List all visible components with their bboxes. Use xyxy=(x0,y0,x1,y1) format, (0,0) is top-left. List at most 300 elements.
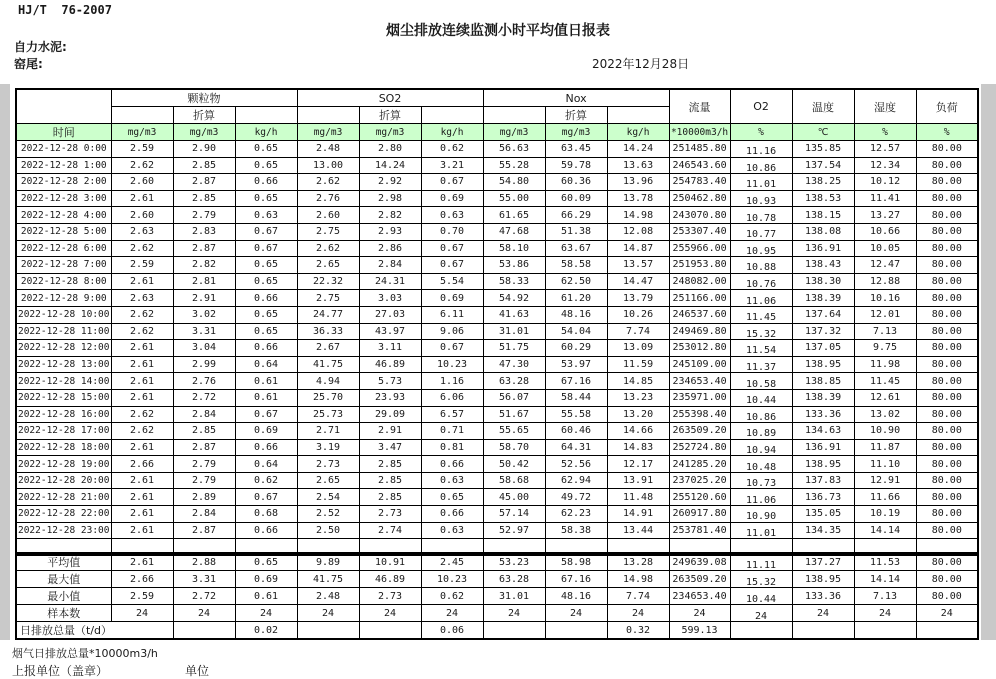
summary-value-cell: 9.89 xyxy=(297,553,359,571)
table-row xyxy=(16,157,978,174)
summary-value-cell: 80.00 xyxy=(916,571,978,588)
value-cell: 13.23 xyxy=(607,389,669,406)
value-cell: 4.94 xyxy=(297,373,359,390)
value-cell: 0.63 xyxy=(421,207,483,224)
value-cell: 2.84 xyxy=(173,406,235,423)
value-cell: 0.65 xyxy=(235,157,297,174)
time-cell: 2022-12-28 19:00 xyxy=(16,456,111,473)
value-cell: 2.66 xyxy=(111,456,173,473)
value-cell: 1.16 xyxy=(421,373,483,390)
summary-value-cell xyxy=(730,588,792,605)
value-cell: 3.47 xyxy=(359,439,421,456)
value-cell: 251166.00 xyxy=(669,290,730,307)
value-cell: 14.24 xyxy=(359,157,421,174)
value-cell: 14.14 xyxy=(854,522,916,539)
value-cell: 136.91 xyxy=(792,240,854,257)
value-cell: 13.00 xyxy=(297,157,359,174)
daily-total-cell xyxy=(730,622,792,640)
summary-value-cell: 7.74 xyxy=(607,588,669,605)
value-cell: 80.00 xyxy=(916,472,978,489)
summary-value-cell: 41.75 xyxy=(297,571,359,588)
value-cell: 2.61 xyxy=(111,373,173,390)
value-cell: 80.00 xyxy=(916,356,978,373)
summary-value-cell xyxy=(730,553,792,571)
daily-total-cell xyxy=(173,622,235,640)
o2-value: 11.06 xyxy=(745,494,777,506)
report-title: 烟尘排放连续监测小时平均值日报表 xyxy=(386,23,610,39)
value-cell: 80.00 xyxy=(916,323,978,340)
summary-value-cell: 46.89 xyxy=(359,571,421,588)
header-pm-blank2 xyxy=(235,107,297,124)
value-cell: 80.00 xyxy=(916,157,978,174)
header-so2-blank2 xyxy=(421,107,483,124)
o2-value: 15.32 xyxy=(745,328,777,340)
summary-value-cell: 138.95 xyxy=(792,571,854,588)
summary-value-cell: 80.00 xyxy=(916,553,978,571)
value-cell: 12.34 xyxy=(854,157,916,174)
value-cell: 2.82 xyxy=(359,207,421,224)
table-row xyxy=(16,207,978,224)
value-cell: 253781.40 xyxy=(669,522,730,539)
value-cell: 0.70 xyxy=(421,223,483,240)
table-row xyxy=(16,273,978,290)
value-cell: 2.85 xyxy=(359,456,421,473)
standard-code: HJ/T 76-2007 xyxy=(18,3,112,17)
value-cell: 137.32 xyxy=(792,323,854,340)
value-cell: 2.74 xyxy=(359,522,421,539)
summary-value-cell: 48.16 xyxy=(545,588,607,605)
o2-value: 10.48 xyxy=(745,461,777,473)
summary-value-cell: 133.36 xyxy=(792,588,854,605)
value-cell: 2.60 xyxy=(111,207,173,224)
daily-total-cell xyxy=(792,622,854,640)
value-cell: 57.14 xyxy=(483,506,545,523)
summary-value-cell: 11.53 xyxy=(854,553,916,571)
daily-total-cell: 0.02 xyxy=(235,622,297,640)
time-cell: 2022-12-28 21:00 xyxy=(16,489,111,506)
summary-row xyxy=(16,605,978,622)
value-cell: 43.97 xyxy=(359,323,421,340)
value-cell: 13.57 xyxy=(607,257,669,274)
value-cell: 137.05 xyxy=(792,340,854,357)
value-cell: 11.45 xyxy=(854,373,916,390)
value-cell: 63.28 xyxy=(483,373,545,390)
value-cell: 58.70 xyxy=(483,439,545,456)
o2-value: 10.86 xyxy=(745,411,777,423)
value-cell: 2.80 xyxy=(359,141,421,158)
value-cell xyxy=(730,174,792,191)
o2-value: 10.89 xyxy=(745,428,777,440)
summary-value-cell: 24 xyxy=(483,605,545,622)
value-cell: 0.62 xyxy=(421,141,483,158)
page-shadow-left xyxy=(0,84,10,640)
unit-cell: mg/m3 xyxy=(483,124,545,141)
value-cell: 2.90 xyxy=(173,141,235,158)
value-cell: 47.68 xyxy=(483,223,545,240)
o2-value: 10.44 xyxy=(745,395,777,406)
value-cell: 60.46 xyxy=(545,423,607,440)
value-cell: 14.87 xyxy=(607,240,669,257)
value-cell: 0.66 xyxy=(235,340,297,357)
value-cell: 0.67 xyxy=(235,223,297,240)
value-cell: 0.69 xyxy=(235,423,297,440)
header-nox-blank2 xyxy=(607,107,669,124)
unit-cell: mg/m3 xyxy=(173,124,235,141)
value-cell: 56.07 xyxy=(483,389,545,406)
value-cell: 80.00 xyxy=(916,174,978,191)
summary-value-cell: 24 xyxy=(792,605,854,622)
time-cell: 2022-12-28 10:00 xyxy=(16,306,111,323)
value-cell: 7.13 xyxy=(854,323,916,340)
summary-label: 最大值 xyxy=(16,571,111,588)
value-cell: 55.28 xyxy=(483,157,545,174)
value-cell: 11.10 xyxy=(854,456,916,473)
header-load: 负荷 xyxy=(916,89,978,124)
value-cell: 2.92 xyxy=(359,174,421,191)
summary-value-cell xyxy=(730,571,792,588)
value-cell: 2.63 xyxy=(111,290,173,307)
value-cell: 136.73 xyxy=(792,489,854,506)
value-cell: 58.33 xyxy=(483,273,545,290)
table-row xyxy=(16,356,978,373)
time-cell: 2022-12-28 5:00 xyxy=(16,223,111,240)
value-cell: 61.65 xyxy=(483,207,545,224)
value-cell: 2.65 xyxy=(297,257,359,274)
value-cell: 12.61 xyxy=(854,389,916,406)
value-cell: 25.73 xyxy=(297,406,359,423)
summary-value-cell: 0.61 xyxy=(235,588,297,605)
value-cell: 13.91 xyxy=(607,472,669,489)
value-cell: 2.61 xyxy=(111,273,173,290)
value-cell: 2.73 xyxy=(359,506,421,523)
summary-label: 最小值 xyxy=(16,588,111,605)
value-cell: 2.71 xyxy=(297,423,359,440)
value-cell: 2.86 xyxy=(359,240,421,257)
value-cell: 80.00 xyxy=(916,389,978,406)
flue-total-note: 烟气日排放总量*10000m3/h xyxy=(12,647,158,660)
table-row xyxy=(16,174,978,191)
value-cell: 2.87 xyxy=(173,240,235,257)
value-cell xyxy=(730,306,792,323)
value-cell: 2.84 xyxy=(173,506,235,523)
value-cell: 136.91 xyxy=(792,439,854,456)
value-cell: 137.83 xyxy=(792,472,854,489)
value-cell: 2.61 xyxy=(111,506,173,523)
table-row xyxy=(16,223,978,240)
value-cell: 2.61 xyxy=(111,472,173,489)
time-cell: 2022-12-28 2:00 xyxy=(16,174,111,191)
value-cell xyxy=(730,456,792,473)
value-cell: 2.76 xyxy=(173,373,235,390)
value-cell: 0.67 xyxy=(421,174,483,191)
value-cell: 80.00 xyxy=(916,273,978,290)
value-cell: 2.62 xyxy=(111,240,173,257)
value-cell: 0.81 xyxy=(421,439,483,456)
value-cell: 59.78 xyxy=(545,157,607,174)
value-cell: 138.08 xyxy=(792,223,854,240)
value-cell: 67.16 xyxy=(545,373,607,390)
summary-value-cell: 2.61 xyxy=(111,553,173,571)
value-cell: 80.00 xyxy=(916,522,978,539)
value-cell: 2.59 xyxy=(111,257,173,274)
value-cell: 14.83 xyxy=(607,439,669,456)
report-date: 2022年12月28日 xyxy=(592,57,690,71)
summary-value-cell: 24 xyxy=(359,605,421,622)
value-cell: 2.59 xyxy=(111,141,173,158)
summary-value-cell: 3.31 xyxy=(173,571,235,588)
value-cell: 51.67 xyxy=(483,406,545,423)
value-cell: 0.61 xyxy=(235,373,297,390)
unit-cell: kg/h xyxy=(235,124,297,141)
o2-value: 10.95 xyxy=(745,245,777,257)
value-cell: 80.00 xyxy=(916,190,978,207)
value-cell: 52.56 xyxy=(545,456,607,473)
value-cell: 235971.00 xyxy=(669,389,730,406)
table-row xyxy=(16,439,978,456)
value-cell: 10.05 xyxy=(854,240,916,257)
value-cell: 2.54 xyxy=(297,489,359,506)
summary-value-cell: 2.45 xyxy=(421,553,483,571)
summary-value-cell: 24 xyxy=(545,605,607,622)
summary-value-cell: 14.14 xyxy=(854,571,916,588)
value-cell: 51.75 xyxy=(483,340,545,357)
daily-total-cell xyxy=(483,622,545,640)
unit-cell: ℃ xyxy=(792,124,854,141)
report-unit-label: 上报单位（盖章） xyxy=(12,664,109,678)
value-cell: 2.61 xyxy=(111,439,173,456)
value-cell: 24.77 xyxy=(297,306,359,323)
value-cell: 0.65 xyxy=(235,141,297,158)
summary-value-cell: 0.62 xyxy=(421,588,483,605)
value-cell: 58.58 xyxy=(545,257,607,274)
value-cell: 24.31 xyxy=(359,273,421,290)
value-cell: 138.85 xyxy=(792,373,854,390)
value-cell: 2.81 xyxy=(173,273,235,290)
value-cell: 23.93 xyxy=(359,389,421,406)
value-cell: 80.00 xyxy=(916,506,978,523)
value-cell: 12.08 xyxy=(607,223,669,240)
value-cell xyxy=(730,389,792,406)
value-cell: 11.66 xyxy=(854,489,916,506)
unit-cell: mg/m3 xyxy=(111,124,173,141)
value-cell: 0.65 xyxy=(421,489,483,506)
value-cell: 63.45 xyxy=(545,141,607,158)
value-cell: 45.00 xyxy=(483,489,545,506)
value-cell: 2.73 xyxy=(297,456,359,473)
summary-value-cell: 7.13 xyxy=(854,588,916,605)
value-cell: 2.61 xyxy=(111,190,173,207)
value-cell: 55.00 xyxy=(483,190,545,207)
unit-label: 单位 xyxy=(185,664,210,678)
summary-value-cell: 2.73 xyxy=(359,588,421,605)
value-cell: 138.15 xyxy=(792,207,854,224)
header-group-so2: SO2 xyxy=(297,89,483,107)
o2-value: 10.78 xyxy=(745,212,777,224)
value-cell: 2.60 xyxy=(297,207,359,224)
o2-value: 10.58 xyxy=(745,378,777,390)
o2-value: 11.06 xyxy=(745,295,777,307)
value-cell: 252724.80 xyxy=(669,439,730,456)
value-cell: 2.85 xyxy=(173,190,235,207)
value-cell: 137.54 xyxy=(792,157,854,174)
value-cell: 253307.40 xyxy=(669,223,730,240)
value-cell: 0.67 xyxy=(235,406,297,423)
summary-value-cell: 10.91 xyxy=(359,553,421,571)
value-cell: 12.17 xyxy=(607,456,669,473)
value-cell: 138.39 xyxy=(792,290,854,307)
value-cell xyxy=(730,506,792,523)
summary-value-cell: 24 xyxy=(297,605,359,622)
time-cell: 2022-12-28 3:00 xyxy=(16,190,111,207)
value-cell: 2.61 xyxy=(111,356,173,373)
value-cell xyxy=(730,240,792,257)
value-cell: 134.35 xyxy=(792,522,854,539)
value-cell: 22.32 xyxy=(297,273,359,290)
table-row xyxy=(16,456,978,473)
value-cell: 2.79 xyxy=(173,472,235,489)
o2-value: 11.11 xyxy=(745,559,777,571)
kiln-label: 窑尾: xyxy=(14,57,43,71)
summary-row xyxy=(16,588,978,605)
value-cell: 0.68 xyxy=(235,506,297,523)
unit-cell: *10000m3/h xyxy=(669,124,730,141)
time-cell: 2022-12-28 23:00 xyxy=(16,522,111,539)
header-time: 时间 xyxy=(16,124,111,141)
value-cell: 138.30 xyxy=(792,273,854,290)
table-row xyxy=(16,340,978,357)
summary-value-cell: 14.98 xyxy=(607,571,669,588)
value-cell: 6.06 xyxy=(421,389,483,406)
value-cell: 2.62 xyxy=(111,323,173,340)
value-cell xyxy=(730,257,792,274)
o2-value: 10.73 xyxy=(745,478,777,489)
unit-cell: % xyxy=(916,124,978,141)
summary-row xyxy=(16,553,978,571)
summary-table xyxy=(15,552,979,640)
table-row xyxy=(16,373,978,390)
value-cell: 66.29 xyxy=(545,207,607,224)
value-cell: 2.62 xyxy=(111,406,173,423)
value-cell: 80.00 xyxy=(916,207,978,224)
value-cell xyxy=(730,423,792,440)
o2-value: 11.01 xyxy=(745,179,777,191)
summary-value-cell: 80.00 xyxy=(916,588,978,605)
value-cell: 0.67 xyxy=(235,489,297,506)
value-cell: 251953.80 xyxy=(669,257,730,274)
value-cell: 2.48 xyxy=(297,141,359,158)
time-cell: 2022-12-28 6:00 xyxy=(16,240,111,257)
value-cell: 0.66 xyxy=(421,456,483,473)
value-cell: 0.67 xyxy=(421,257,483,274)
summary-value-cell: 2.88 xyxy=(173,553,235,571)
value-cell: 80.00 xyxy=(916,141,978,158)
table-row xyxy=(16,306,978,323)
summary-value-cell: 13.28 xyxy=(607,553,669,571)
value-cell: 12.91 xyxy=(854,472,916,489)
o2-value: 11.45 xyxy=(745,312,777,324)
value-cell: 0.65 xyxy=(235,273,297,290)
value-cell xyxy=(730,522,792,539)
value-cell: 2.60 xyxy=(111,174,173,191)
value-cell: 50.42 xyxy=(483,456,545,473)
value-cell: 6.57 xyxy=(421,406,483,423)
value-cell: 2.91 xyxy=(173,290,235,307)
daily-total-cell: 0.32 xyxy=(607,622,669,640)
summary-value-cell: 58.98 xyxy=(545,553,607,571)
value-cell: 49.72 xyxy=(545,489,607,506)
value-cell: 62.23 xyxy=(545,506,607,523)
o2-value: 10.88 xyxy=(745,262,777,274)
value-cell xyxy=(730,190,792,207)
value-cell: 13.44 xyxy=(607,522,669,539)
value-cell: 80.00 xyxy=(916,439,978,456)
value-cell: 2.72 xyxy=(173,389,235,406)
summary-value-cell: 2.66 xyxy=(111,571,173,588)
value-cell: 12.47 xyxy=(854,257,916,274)
value-cell: 251485.80 xyxy=(669,141,730,158)
o2-value: 11.54 xyxy=(745,345,777,357)
value-cell: 263509.20 xyxy=(669,423,730,440)
summary-value-cell: 249639.08 xyxy=(669,553,730,571)
value-cell: 2.65 xyxy=(297,472,359,489)
value-cell: 0.63 xyxy=(421,522,483,539)
value-cell xyxy=(730,207,792,224)
header-nox-converted: 折算 xyxy=(545,107,607,124)
value-cell: 13.27 xyxy=(854,207,916,224)
time-cell: 2022-12-28 7:00 xyxy=(16,257,111,274)
summary-value-cell: 24 xyxy=(607,605,669,622)
value-cell: 61.20 xyxy=(545,290,607,307)
o2-value: 10.93 xyxy=(745,196,777,207)
value-cell: 0.64 xyxy=(235,456,297,473)
summary-value-cell: 234653.40 xyxy=(669,588,730,605)
value-cell: 3.03 xyxy=(359,290,421,307)
value-cell: 2.89 xyxy=(173,489,235,506)
value-cell: 0.69 xyxy=(421,290,483,307)
summary-value-cell: 263509.20 xyxy=(669,571,730,588)
value-cell: 3.21 xyxy=(421,157,483,174)
value-cell: 254783.40 xyxy=(669,174,730,191)
summary-value-cell: 31.01 xyxy=(483,588,545,605)
summary-value-cell: 2.72 xyxy=(173,588,235,605)
value-cell: 253012.80 xyxy=(669,340,730,357)
value-cell: 5.54 xyxy=(421,273,483,290)
value-cell: 0.65 xyxy=(235,323,297,340)
value-cell: 2.75 xyxy=(297,290,359,307)
value-cell xyxy=(730,406,792,423)
value-cell: 5.73 xyxy=(359,373,421,390)
value-cell: 64.31 xyxy=(545,439,607,456)
daily-total-cell xyxy=(916,622,978,640)
value-cell: 80.00 xyxy=(916,223,978,240)
time-cell: 2022-12-28 20:00 xyxy=(16,472,111,489)
table-row xyxy=(16,141,978,158)
value-cell: 255966.00 xyxy=(669,240,730,257)
o2-value: 10.77 xyxy=(745,229,777,241)
unit-cell: mg/m3 xyxy=(545,124,607,141)
value-cell: 11.59 xyxy=(607,356,669,373)
summary-value-cell: 67.16 xyxy=(545,571,607,588)
value-cell: 13.09 xyxy=(607,340,669,357)
time-cell: 2022-12-28 14:00 xyxy=(16,373,111,390)
value-cell: 0.66 xyxy=(235,290,297,307)
time-cell: 2022-12-28 15:00 xyxy=(16,389,111,406)
value-cell: 6.11 xyxy=(421,306,483,323)
value-cell: 80.00 xyxy=(916,373,978,390)
summary-value-cell: 0.69 xyxy=(235,571,297,588)
value-cell: 14.98 xyxy=(607,207,669,224)
daily-total-row xyxy=(16,622,978,640)
